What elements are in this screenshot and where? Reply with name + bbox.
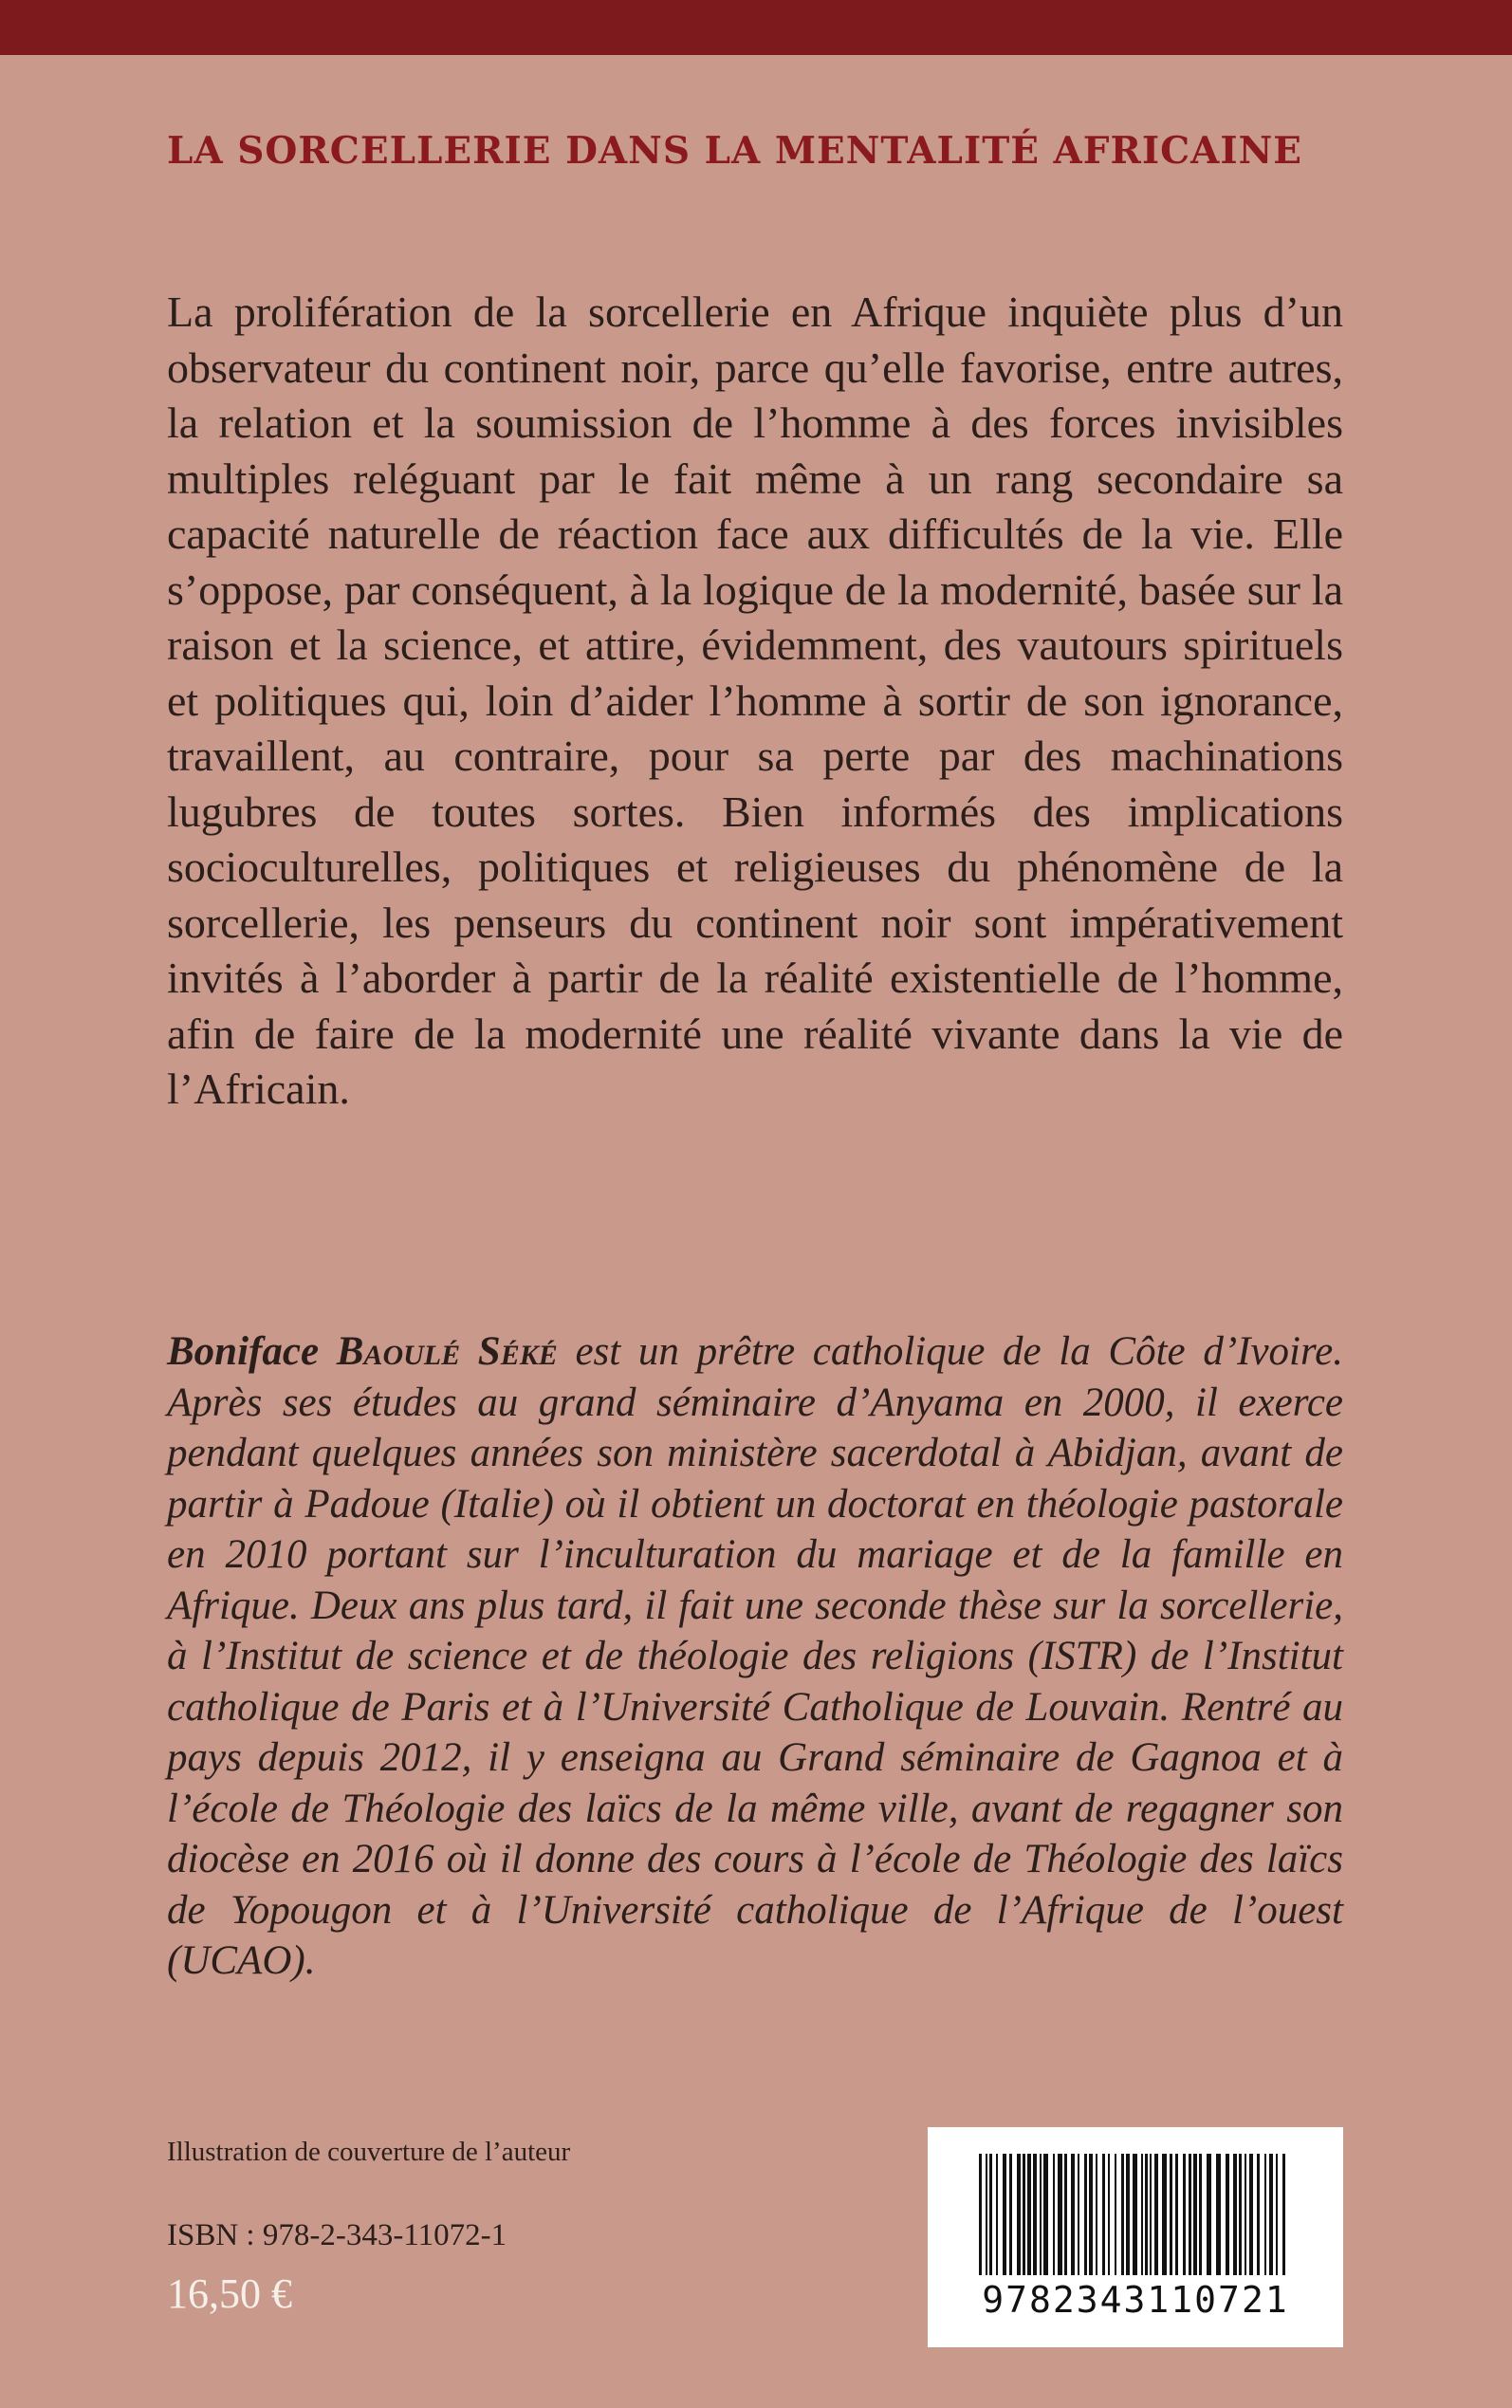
barcode-bar (1193, 2154, 1197, 2275)
barcode-bar (1053, 2154, 1055, 2275)
barcode-bar (1141, 2154, 1143, 2275)
barcode-bar (1216, 2154, 1221, 2275)
book-title: LA SORCELLERIE DANS LA MENTALITÉ AFRICAINE (167, 129, 1303, 173)
barcode-bar (996, 2154, 998, 2275)
barcode-bar (1089, 2154, 1093, 2275)
barcode-bar (1257, 2154, 1260, 2275)
barcode-bar (1170, 2154, 1172, 2275)
isbn: ISBN : 978-2-343-11072-1 (167, 2218, 507, 2252)
barcode-bar (1003, 2154, 1006, 2275)
barcode-bar (1145, 2154, 1148, 2275)
barcode-bar (1175, 2154, 1178, 2275)
barcode (928, 2127, 1343, 2347)
barcode-bar (1150, 2154, 1152, 2275)
barcode-bar (1058, 2154, 1062, 2275)
barcode-bar (1276, 2154, 1278, 2275)
author-bio (167, 1326, 1343, 1987)
barcode-bar (1183, 2154, 1186, 2275)
barcode-bar (1226, 2154, 1229, 2275)
barcode-bar (1126, 2154, 1130, 2275)
barcode-bar (1154, 2154, 1158, 2275)
barcode-bar (1115, 2154, 1116, 2275)
barcode-bar (1282, 2154, 1285, 2275)
barcode-bar (979, 2154, 982, 2275)
cover-credit: Illustration de couverture de l’auteur (167, 2137, 571, 2167)
barcode-bar (1108, 2154, 1110, 2275)
barcode-bar (1162, 2154, 1167, 2275)
barcode-bar (1233, 2154, 1237, 2275)
barcode-bar (1009, 2154, 1012, 2275)
barcode-bar (1121, 2154, 1124, 2275)
barcode-bar (1023, 2154, 1025, 2275)
barcode-bar (1264, 2154, 1266, 2275)
author-first-name: Boniface (167, 1329, 320, 1374)
author-name (167, 1329, 558, 1374)
barcode-bar (1239, 2154, 1242, 2275)
barcode-bar (1133, 2154, 1137, 2275)
barcode-bar (1027, 2154, 1031, 2275)
barcode-bar (1199, 2154, 1202, 2275)
barcode-bar (1189, 2154, 1191, 2275)
barcode-bars (979, 2154, 1292, 2275)
barcode-bar (1017, 2154, 1021, 2275)
barcode-bar (1064, 2154, 1067, 2275)
author-bio-text: est un prêtre catholique de la Côte d’Ivoire. Après ses études au grand séminaire d’Anyama en 2000, il exerce pendant quelques années son ministère sacerdotal à Abidjan, avant de partir à Padoue (Italie) où il obtient un doctorat en théologie pastorale en 2010 portant sur l’inculturation du mariage et de la famille en Afrique. Deux ans plus tard, il fait une seconde thèse sur la sorcellerie, à l’Institut de science et de théologie des religions (ISTR) de l’Institut catholique de Paris et à l’Université Catholique de Louvain. Rentré au pays depuis 2012, il y enseigna au Grand séminaire de Gagnoa et à l’école de Théologie des laïcs de la même ville, avant de regagner son diocèse en 2016 où il donne des cours à l’école de Théologie des laïcs de Yopougon et à l’Université catholique de l’Afrique de l’ouest (UCAO). (167, 1329, 1343, 1983)
barcode-bar (1043, 2154, 1048, 2275)
barcode-bar (1078, 2154, 1079, 2275)
barcode-bar (1096, 2154, 1097, 2275)
author-last-name: Baoulé Séké (336, 1329, 558, 1374)
barcode-number: 9782343110721 (982, 2279, 1289, 2321)
barcode-bar (1084, 2154, 1087, 2275)
barcode-bar (1245, 2154, 1246, 2275)
price: 16,50 € (167, 2270, 292, 2317)
book-summary: La prolifération de la sorcellerie en Afrique inquiète plus d’un observateur du continent noir, parce qu’elle favorise, entre autres, la relation et la soumission de l’homme à des forces invisibles multiples reléguant par le fait même à un rang secondaire sa capacité naturelle de réaction face aux difficultés de la vie. Elle s’oppose, par conséquent, à la logique de la modernité, basée sur la raison et la science, et attire, évidemment, des vautours spirituels et politiques qui, loin d’aider l’homme à sortir de son ignorance, travaillent, au contraire, pour sa perte par des machinations lugubres de toutes sortes. Bien informés des implications socioculturelles, politiques et religieuses du phénomène de la sorcellerie, les penseurs du continent noir sont impérativement invités à l’aborder à partir de la réalité existentielle de l’homme, afin de faire de la modernité une réalité vivante dans la vie de l’Africain. (167, 287, 1343, 1113)
barcode-bar (1040, 2154, 1042, 2275)
barcode-bar (1269, 2154, 1273, 2275)
barcode-bar (1207, 2154, 1211, 2275)
barcode-bar (1249, 2154, 1253, 2275)
top-color-band (0, 0, 1512, 55)
barcode-bar (1071, 2154, 1075, 2275)
barcode-bar (989, 2154, 992, 2275)
barcode-bar (1033, 2154, 1037, 2275)
barcode-bar (986, 2154, 987, 2275)
barcode-bar (1102, 2154, 1105, 2275)
